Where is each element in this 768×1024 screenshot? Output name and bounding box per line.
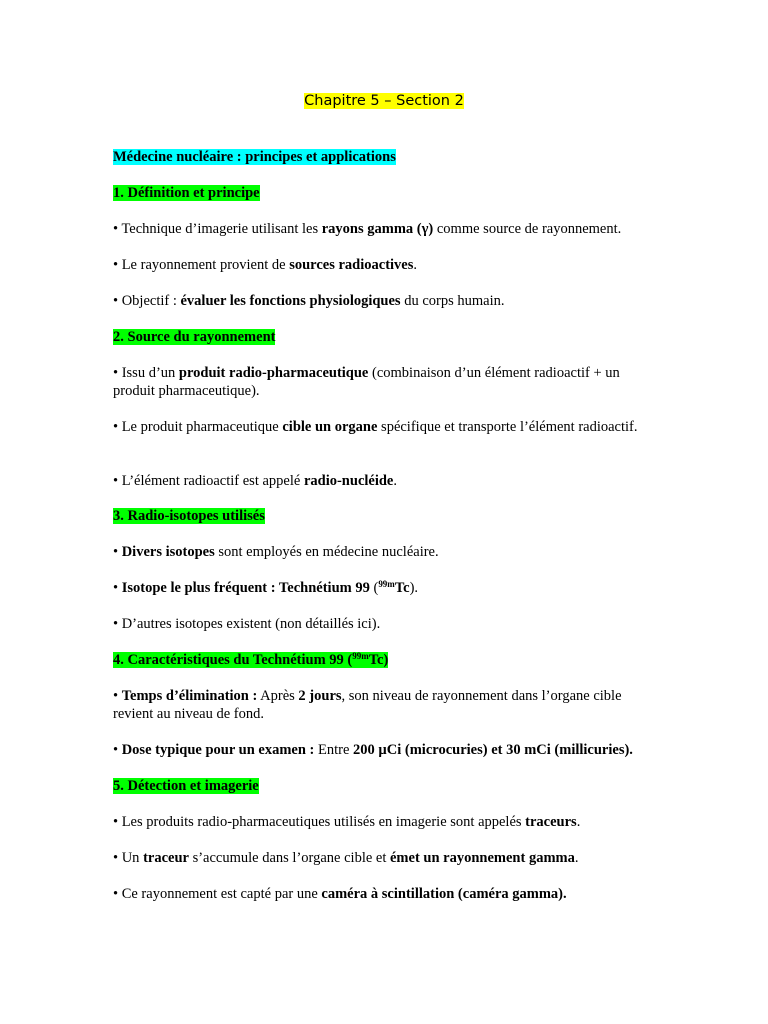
text-run: , son niveau de rayonnement dans l’organe cible revient au niveau de fond.: [113, 688, 622, 722]
text-run: (: [369, 580, 379, 596]
bold-text: Isotope le plus fréquent : Technétium 99: [121, 580, 370, 596]
main-heading: [113, 148, 658, 166]
bullet-1-2: [113, 256, 658, 274]
bold-text: évaluer les fonctions physiologiques: [180, 293, 401, 309]
section-heading-text: 2. Source du rayonnement: [113, 329, 276, 345]
text-run: • Un: [113, 850, 144, 866]
bold-text: Divers isotopes: [121, 544, 215, 560]
text-run: (combinaison d’un élément radioactif + un produit pharmaceutique).: [113, 365, 620, 399]
bullet-4-2: [113, 741, 658, 759]
bold-text: Dose typique pour un examen :: [121, 742, 315, 758]
text-run: • Technique d’imagerie utilisant les: [113, 221, 322, 237]
text-run: • Le rayonnement provient de: [113, 257, 290, 273]
bullet-3-1: [113, 543, 658, 561]
text-run: .: [393, 473, 397, 489]
text-run: • L’élément radioactif est appelé: [113, 473, 304, 489]
bullet-4-1: [113, 687, 658, 723]
bullet-1-3: [113, 292, 658, 310]
bold-text: émet un rayonnement gamma: [390, 850, 575, 866]
text-run: •: [113, 580, 122, 596]
bold-text: Tc: [394, 580, 410, 596]
bold-text: produit radio-pharmaceutique: [178, 365, 369, 381]
text-run: • Objectif :: [113, 293, 181, 309]
bullet-2-3: [113, 472, 658, 490]
text-run: • Le produit pharmaceutique: [113, 419, 283, 435]
section-heading-5: [113, 777, 658, 795]
text-run: •: [113, 742, 122, 758]
bullet-2-2: [113, 418, 658, 436]
bullet-5-3: [113, 885, 658, 903]
bullet-5-2: [113, 849, 658, 867]
text-run: comme source de rayonnement.: [433, 221, 622, 237]
text-run: .: [576, 814, 581, 830]
text-run: Après: [257, 688, 299, 704]
section-heading-text: 5. Détection et imagerie: [113, 778, 259, 794]
text-run: • Les produits radio-pharmaceutiques utilisés en imagerie sont appelés: [113, 814, 526, 830]
section-heading-1: [113, 184, 658, 202]
chapter-title-text: Chapitre 5 – Section 2: [304, 93, 464, 109]
text-run: sont employés en médecine nucléaire.: [214, 544, 439, 560]
superscript-text: 99m: [378, 579, 395, 590]
section-heading-2: [113, 328, 658, 346]
bold-text: Temps d’élimination :: [121, 688, 258, 704]
bold-text: traceurs: [525, 814, 577, 830]
text-run: Entre: [314, 742, 354, 758]
text-run: •: [113, 544, 122, 560]
section-heading-text: [113, 652, 388, 668]
bold-text: caméra à scintillation (caméra gamma).: [321, 886, 567, 902]
bold-text: radio-nucléide: [303, 473, 394, 489]
text-run: du corps humain.: [400, 293, 505, 309]
section-heading-text: 1. Définition et principe: [113, 185, 260, 201]
text-run: ).: [409, 580, 419, 596]
text-run: 4. Caractéristiques du Technétium 99 (: [113, 652, 353, 668]
text-run: Tc): [368, 652, 389, 668]
section-heading-4: [113, 651, 658, 669]
text-run: spécifique et transporte l’élément radioactif.: [377, 419, 638, 435]
bold-text: rayons gamma (γ): [321, 221, 434, 237]
bullet-5-1: [113, 813, 658, 831]
bold-text: 2 jours: [298, 688, 342, 704]
section-heading-text: 3. Radio-isotopes utilisés: [113, 508, 265, 524]
bullet-2-1: [113, 364, 658, 400]
bullet-1-1: [113, 220, 658, 238]
text-run: .: [574, 850, 579, 866]
text-run: •: [113, 688, 122, 704]
bold-text: sources radioactives: [289, 257, 414, 273]
section-heading-3: [113, 507, 658, 525]
main-heading-text: Médecine nucléaire : principes et applications: [113, 149, 396, 165]
bullet-3-3: [113, 615, 658, 633]
text-run: s’accumule dans l’organe cible et: [188, 850, 390, 866]
text-run: .: [413, 257, 417, 273]
bold-text: traceur: [143, 850, 189, 866]
superscript-text: 99m: [352, 651, 369, 662]
text-run: • Ce rayonnement est capté par une: [113, 886, 322, 902]
bold-text: cible un organe: [282, 419, 378, 435]
bullet-3-2: [113, 579, 658, 597]
text-run: • Issu d’un: [113, 365, 179, 381]
text-run: • D’autres isotopes existent (non détaillés ici).: [113, 616, 381, 632]
chapter-title: [0, 92, 768, 110]
bold-text: 200 µCi (microcuries) et 30 mCi (millicuries).: [353, 742, 633, 758]
